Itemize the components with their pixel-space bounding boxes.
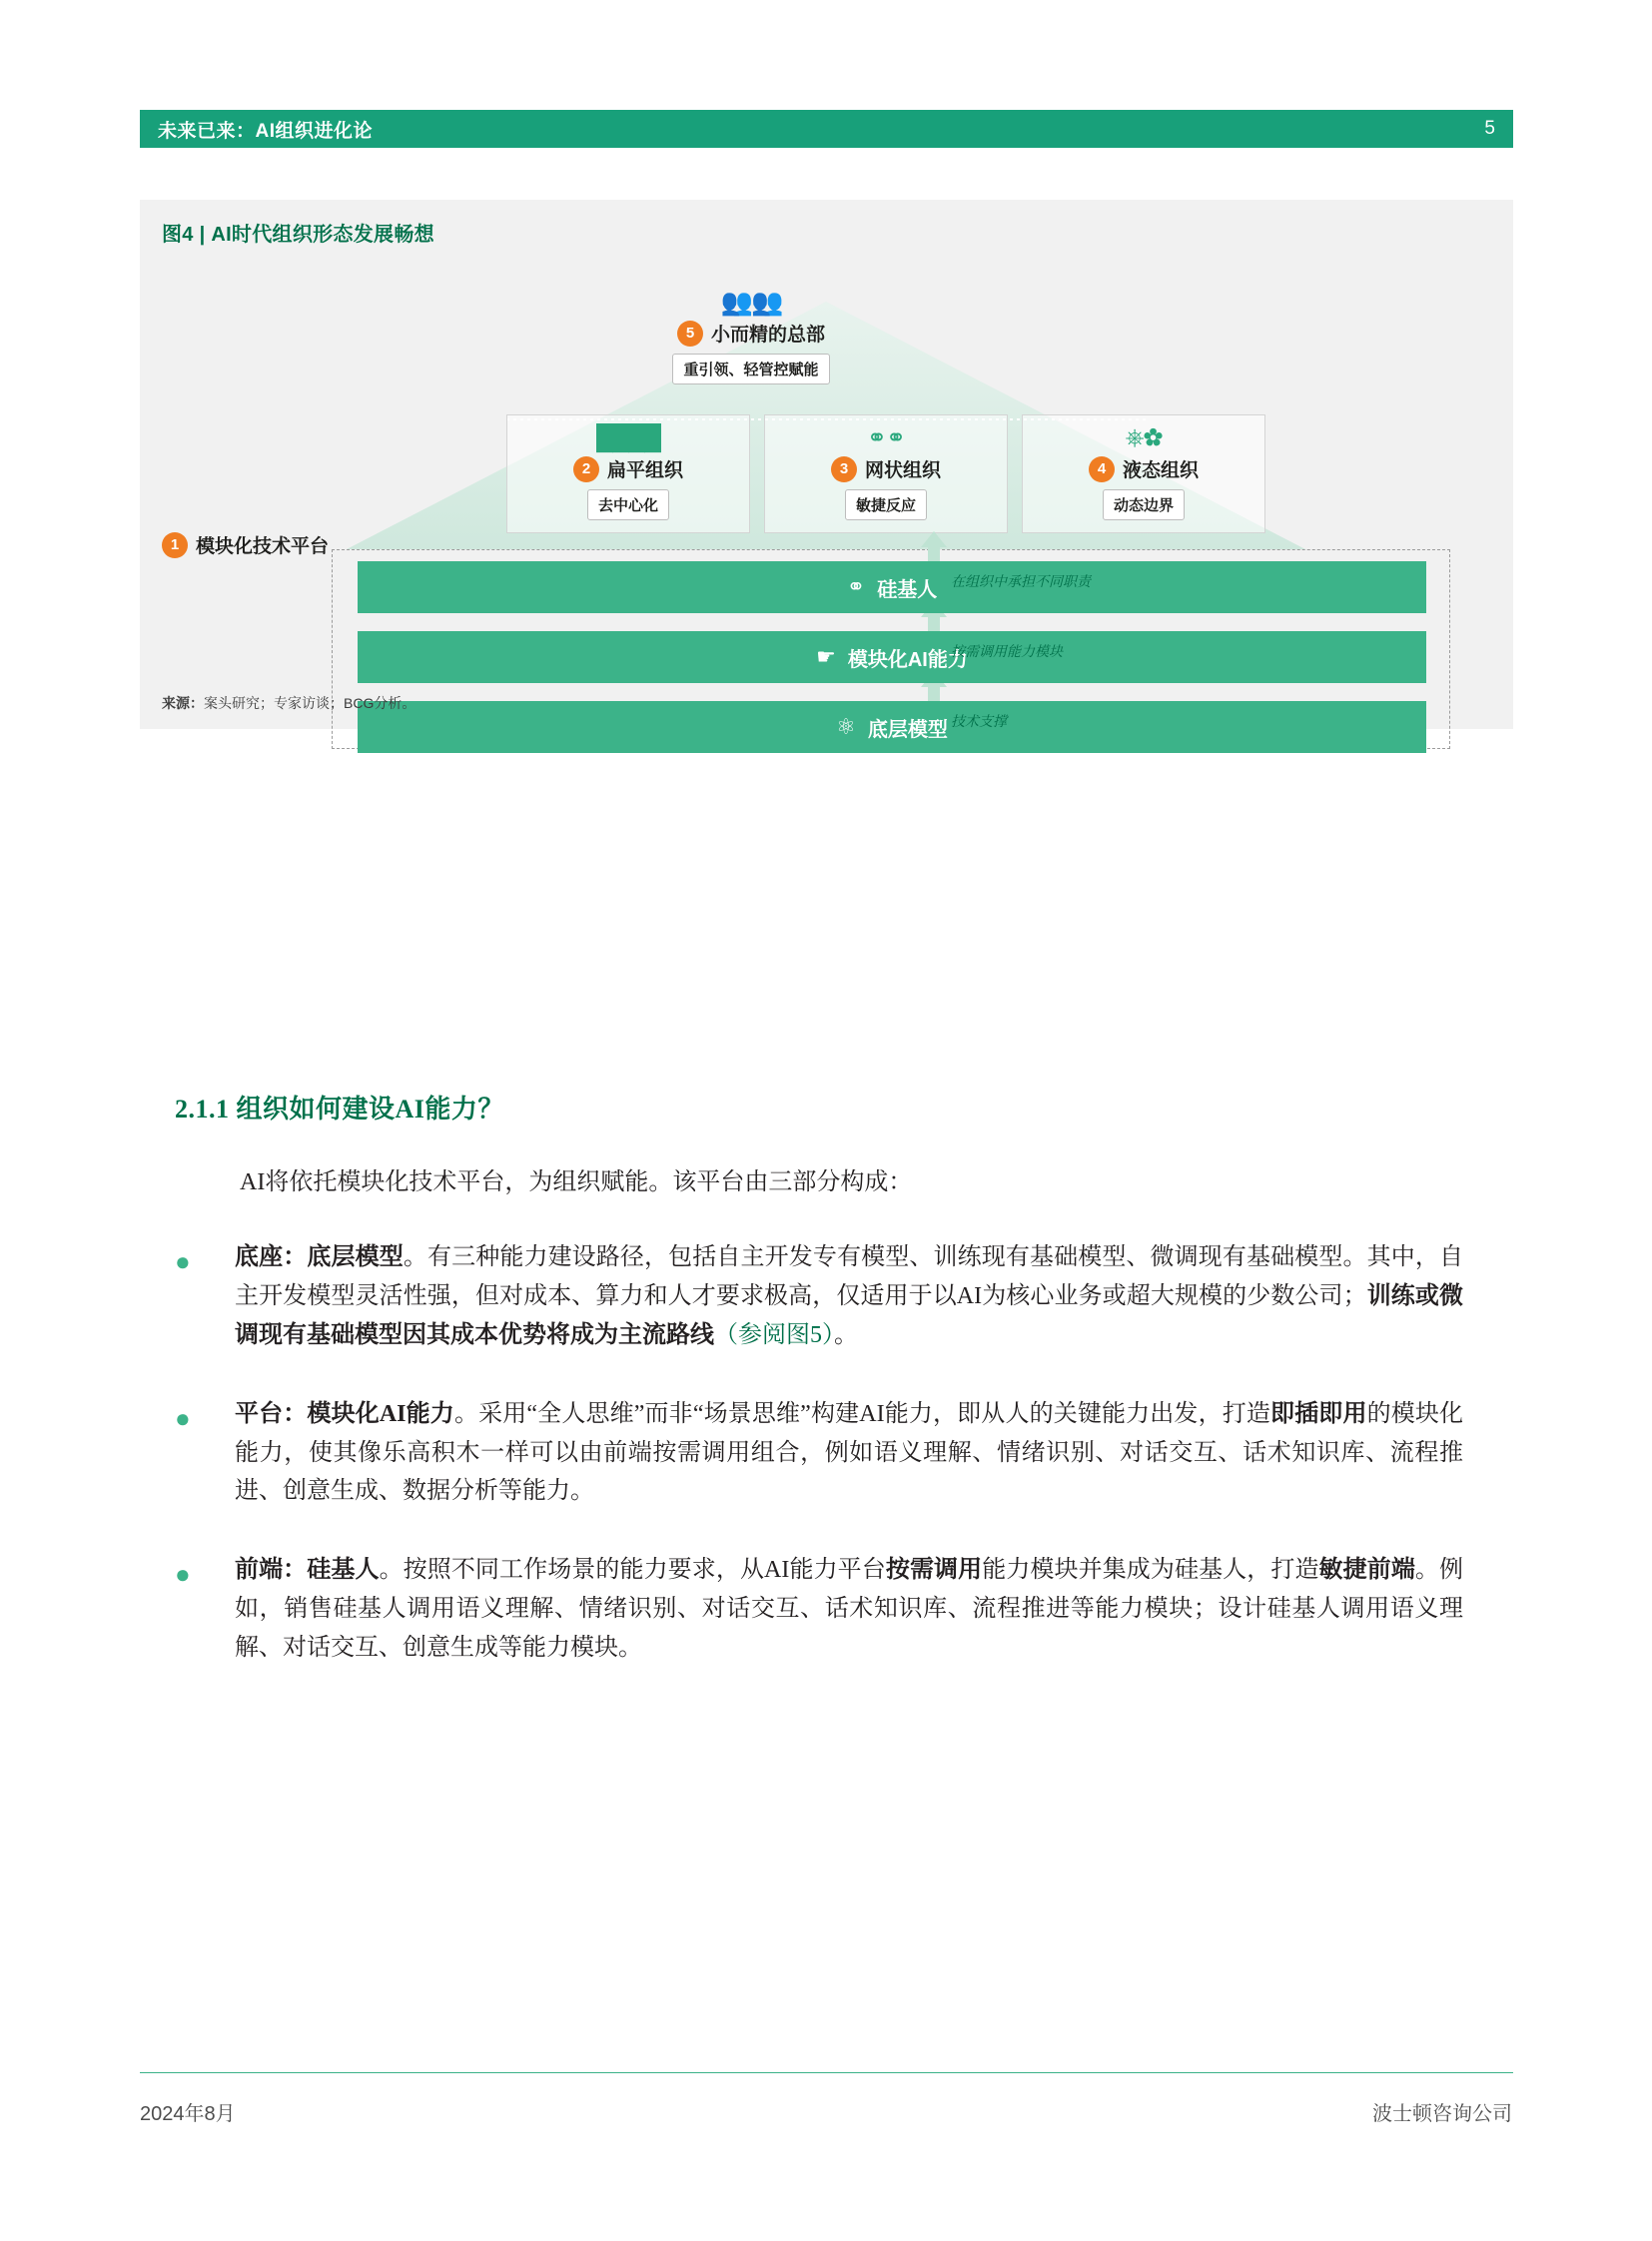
- middle-block-flat-org: [506, 414, 750, 533]
- network-nodes-icon: ⚭⚭: [866, 425, 906, 451]
- platform-bar-note-3: 技术支撑: [951, 713, 1007, 729]
- platform-bar-modular-ai: [358, 631, 1426, 683]
- bullet-dot-icon: ●: [175, 1560, 191, 1590]
- bullet-body-frontend-a: 。按照不同工作场景的能力要求，从AI能力平台: [379, 1557, 886, 1584]
- top-block-title: 小而精的总部: [710, 325, 825, 346]
- brain-circuit-icon: ⚛: [836, 714, 856, 739]
- section-heading: 2.1.1 组织如何建设AI能力？: [175, 1095, 504, 1123]
- platform-bar-label-3: 底层模型: [867, 718, 948, 741]
- platform-bar-note-2: 按需调用能力模块: [951, 643, 1063, 659]
- bullet-bold-platform: 即插即用: [1270, 1400, 1367, 1427]
- middle-block-network-org: [764, 414, 1008, 533]
- bullet-item-foundation: [175, 1238, 1463, 1355]
- bullet-lead-frontend: 前端：硅基人: [235, 1557, 380, 1584]
- platform-bar-silicon-person: [358, 561, 1426, 613]
- platform-bar-label-2: 模块化AI能力: [847, 648, 968, 671]
- middle-block-subtitle-network: 敏捷反应: [845, 489, 927, 520]
- exhibit-source-text: 案头研究；专家访谈；BCG分析。: [204, 695, 416, 711]
- bullet-text-foundation: [235, 1238, 1463, 1355]
- people-group-icon: 👥👥: [720, 288, 782, 317]
- platform-bar-note-1: 在组织中承担不同职责: [951, 573, 1091, 589]
- bullet-item-platform: [175, 1395, 1463, 1512]
- bullet-body-frontend-c: 能力模块并集成为硅基人，打造: [982, 1557, 1319, 1584]
- middle-block-subtitle-flat: 去中心化: [587, 489, 669, 520]
- bullet-body-platform-a: 。采用“全人思维”而非“场景思维”构建AI能力，即从人的关键能力出发，打造: [453, 1400, 1271, 1427]
- top-block-headquarters: [591, 290, 911, 384]
- bullet-body-frontend-e: 。例如，销售硅基人调用语义理解、情绪识别、对话交互、话术知识库、流程推进等能力模块；设计硅基人调用语义理解、对话交互、创意生成等能力模块。: [235, 1557, 1464, 1661]
- badge-number-1: 1: [162, 532, 188, 558]
- middle-block-title-network: 网状组织: [864, 460, 941, 481]
- bullet-lead-foundation: 底座：底层模型: [235, 1244, 404, 1270]
- bullet-item-frontend: [175, 1551, 1463, 1668]
- liquid-blob-icon: ⎈✿: [1125, 425, 1163, 451]
- silicon-person-head-icon: ⚭: [846, 574, 866, 599]
- intro-paragraph: AI将依托模块化技术平台，为组织赋能。该平台由三部分构成：: [240, 1169, 913, 1195]
- badge-number-5: 5: [677, 321, 703, 347]
- bullet-bold-frontend-2: 敏捷前端: [1318, 1557, 1415, 1584]
- page-header-bar: [140, 110, 1513, 148]
- middle-blocks-row: [506, 414, 1265, 533]
- footer-divider: [140, 2072, 1513, 2073]
- platform-title: 模块化技术平台: [196, 536, 330, 557]
- bullet-ref-foundation: （参阅图5）: [714, 1321, 834, 1348]
- bullet-text-frontend: [235, 1551, 1463, 1668]
- badge-number-2: 2: [573, 456, 599, 482]
- footer-date: 2024年8月: [140, 2103, 236, 2125]
- page-header-title: 未来已来：AI组织进化论: [158, 120, 374, 142]
- badge-number-3: 3: [831, 456, 857, 482]
- platform-label: [162, 531, 329, 558]
- bullet-lead-platform: 平台：模块化AI能力: [235, 1400, 454, 1427]
- bullet-dot-icon: ●: [175, 1247, 191, 1276]
- footer-company: 波士顿咨询公司: [1372, 2103, 1512, 2125]
- bullet-text-platform: [235, 1395, 1463, 1512]
- exhibit-panel: [140, 200, 1513, 741]
- bullet-body-foundation-a: 。有三种能力建设路径，包括自主开发专有模型、训练现有基础模型、微调现有基础模型。其中，自主开发模型灵活性强，但对成本、算力和人才要求极高，仅适用于以AI为核心业务或超大规模的少数公司；: [235, 1244, 1464, 1309]
- page-number: 5: [1484, 118, 1495, 139]
- bullet-body-platform-c: 的模块化能力，使其像乐高积木一样可以由前端按需调用组合，例如语义理解、情绪识别、对话交互、话术知识库、流程推进、创意生成、数据分析等能力。: [235, 1400, 1464, 1505]
- middle-block-title-liquid: 液态组织: [1122, 460, 1199, 481]
- bullet-dot-icon: ●: [175, 1403, 191, 1433]
- bullet-body-foundation-c: 。: [834, 1321, 858, 1348]
- middle-block-title-flat: 扁平组织: [606, 460, 683, 481]
- exhibit-source-label: 来源：: [162, 695, 204, 711]
- hand-module-icon: ☛: [816, 644, 836, 669]
- exhibit-title: 图4 | AI时代组织形态发展畅想: [162, 224, 434, 246]
- bullet-bold-frontend-1: 按需调用: [885, 1557, 983, 1584]
- bullet-list: [175, 1238, 1463, 1708]
- platform-bar-label-1: 硅基人: [877, 578, 938, 601]
- top-block-subtitle: 重引领、轻管控赋能: [672, 354, 829, 384]
- flat-org-chart-icon: ████: [595, 425, 660, 451]
- bullet-bold-foundation: 训练或微调现有基础模型因其成本优势将成为主流路线: [235, 1282, 1463, 1348]
- badge-number-4: 4: [1089, 456, 1115, 482]
- platform-bar-foundation-model: [358, 701, 1426, 753]
- middle-block-liquid-org: [1022, 414, 1265, 533]
- exhibit-source: [162, 693, 415, 713]
- middle-block-subtitle-liquid: 动态边界: [1103, 489, 1185, 520]
